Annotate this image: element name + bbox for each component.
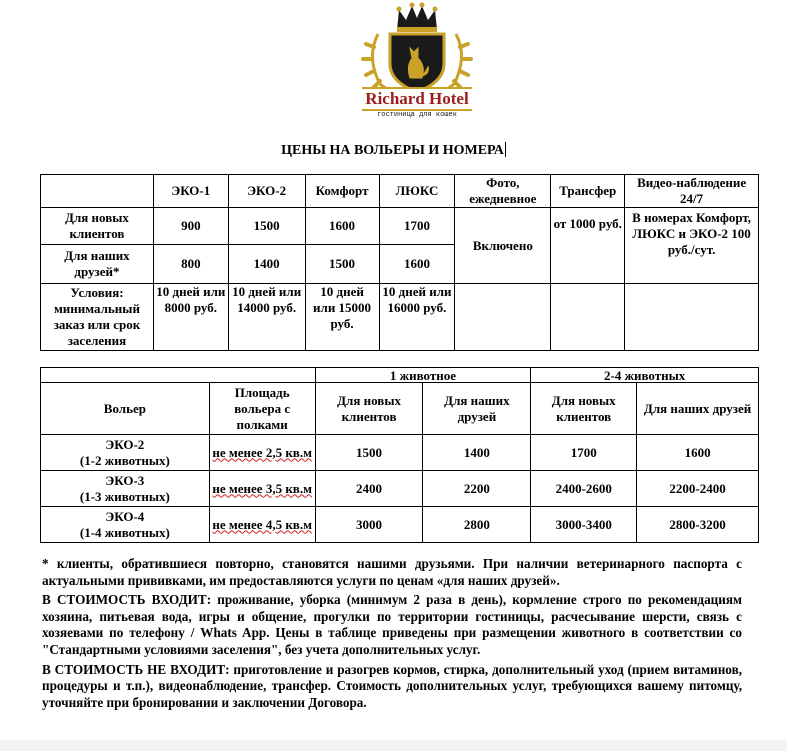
logo-name: Richard Hotel [365, 89, 469, 108]
price-cell: 2200-2400 [637, 471, 759, 507]
price-cell: 1500 [315, 435, 423, 471]
header-friends: Для наших друзей [637, 383, 759, 435]
price-cell: 1700 [531, 435, 637, 471]
header-transfer: Трансфер [551, 175, 625, 208]
transfer-price: от 1000 руб. [553, 216, 622, 231]
enclosure-cell [41, 507, 210, 543]
text-cursor [505, 142, 506, 157]
enclosure-capacity: (1-3 животных) [79, 488, 170, 504]
header-lux: ЛЮКС [379, 175, 455, 208]
note-friends: * клиенты, обратившиеся повторно, становятся нашими друзьями. При наличии ветеринарного паспорта с актуальными прививками, им предоставляются услуги по ценам «для наших друзей». [42, 556, 742, 588]
group-two-four-animals: 2-4 животных [531, 368, 759, 383]
price-cell: 1600 [637, 435, 759, 471]
condition-cell: 10 дней или 14000 руб. [228, 284, 305, 351]
header-friends: Для наших друзей [423, 383, 531, 435]
price-cell: 1600 [379, 245, 455, 284]
empty-cell [455, 284, 551, 351]
price-cell: 1600 [305, 208, 379, 245]
table1-header-row [41, 175, 759, 208]
table2-row-eko2 [41, 435, 759, 471]
group-one-animal: 1 животное [315, 368, 531, 383]
price-cell: 900 [153, 208, 228, 245]
row-label: Условия: минимальный заказ или срок заселения [41, 284, 154, 351]
price-cell: 1400 [423, 435, 531, 471]
header-comfort: Комфорт [305, 175, 379, 208]
enclosure-capacity: (1-2 животных) [79, 452, 170, 468]
price-cell: 2400 [315, 471, 423, 507]
enclosure-name: ЭКО-2 [105, 436, 145, 452]
empty-cell [551, 284, 625, 351]
header-photo: Фото, ежедневное [455, 175, 551, 208]
table1-header-empty [41, 175, 154, 208]
header-new-clients: Для новых клиентов [315, 383, 423, 435]
area-cell [209, 507, 315, 543]
enclosure-cell [41, 435, 210, 471]
richard-hotel-logo [356, 2, 478, 120]
price-cell: 3000 [315, 507, 423, 543]
price-cell: 2200 [423, 471, 531, 507]
enclosure-cell [41, 471, 210, 507]
condition-cell: 10 дней или 15000 руб. [305, 284, 379, 351]
enclosure-name: ЭКО-3 [105, 472, 145, 488]
enclosure-name: ЭКО-4 [105, 508, 145, 524]
notes-section [42, 556, 742, 714]
header-area: Площадь вольера с полками [209, 383, 315, 435]
price-cell: 1500 [305, 245, 379, 284]
condition-cell: 10 дней или 8000 руб. [153, 284, 228, 351]
header-video: Видео-наблюдение 24/7 [625, 175, 759, 208]
area-value: не менее 3,5 кв.м [212, 480, 312, 496]
logo-tagline: гостиница для кошек [377, 111, 457, 119]
area-value: не менее 2,5 кв.м [212, 444, 312, 460]
header-enclosure: Вольер [41, 383, 210, 435]
rooms-price-table [40, 174, 759, 351]
price-cell: 800 [153, 245, 228, 284]
page-title [0, 142, 787, 159]
price-cell: 1400 [228, 245, 305, 284]
enclosure-price-table [40, 367, 759, 543]
area-cell [209, 435, 315, 471]
page-bottom-edge [0, 740, 787, 751]
row-label: Для новых клиентов [41, 208, 154, 245]
price-cell: 3000-3400 [531, 507, 637, 543]
area-cell [209, 471, 315, 507]
empty-cell [625, 284, 759, 351]
area-value: не менее 4,5 кв.м [212, 516, 312, 532]
price-cell: 2800-3200 [637, 507, 759, 543]
header-new-clients: Для новых клиентов [531, 383, 637, 435]
header-eko2: ЭКО-2 [228, 175, 305, 208]
table2-row-eko4 [41, 507, 759, 543]
note-not-included: В СТОИМОСТЬ НЕ ВХОДИТ: приготовление и разогрев кормов, стирка, дополнительный уход (прием витаминов, процедуры и т.п.), видеонаблюдение, трансфер. Стоимость дополнительных услуг, требующихся вашему питомцу, уточняйте при бронировании и заключении Договора. [42, 661, 742, 710]
note-included: В СТОИМОСТЬ ВХОДИТ: проживание, уборка (минимум 2 раза в день), кормление строго по рекомендациям хозяина, питьевая вода, игры и общение, прогулки по территории гостиницы, расчесывание шерсти, связь с хозяевами по телефону / Whats App. Цены в таблице приведены при размещении животного в соответствии со "Стандартными условиями заселения", без учета дополнительных услуг. [42, 592, 742, 657]
price-cell: 1700 [379, 208, 455, 245]
price-cell: 2400-2600 [531, 471, 637, 507]
table1-row-conditions [41, 284, 759, 351]
price-cell: 2800 [423, 507, 531, 543]
row-label: Для наших друзей* [41, 245, 154, 284]
header-eko1: ЭКО-1 [153, 175, 228, 208]
table2-group-empty [41, 368, 316, 383]
table2-row-eko3 [41, 471, 759, 507]
enclosure-capacity: (1-4 животных) [79, 524, 170, 540]
video-price-cell [625, 208, 759, 284]
condition-cell: 10 дней или 16000 руб. [379, 284, 455, 351]
table1-row-new-clients [41, 208, 759, 245]
page-title-text: ЦЕНЫ НА ВОЛЬЕРЫ И НОМЕРА [281, 143, 504, 158]
photo-included-cell: Включено [455, 208, 551, 284]
price-cell: 1500 [228, 208, 305, 245]
video-price: В номерах Комфорт, ЛЮКС и ЭКО-2 100 руб./сут. [632, 210, 752, 257]
table2-group-row [41, 368, 759, 383]
table2-header-row [41, 383, 759, 435]
transfer-price-cell [551, 208, 625, 284]
